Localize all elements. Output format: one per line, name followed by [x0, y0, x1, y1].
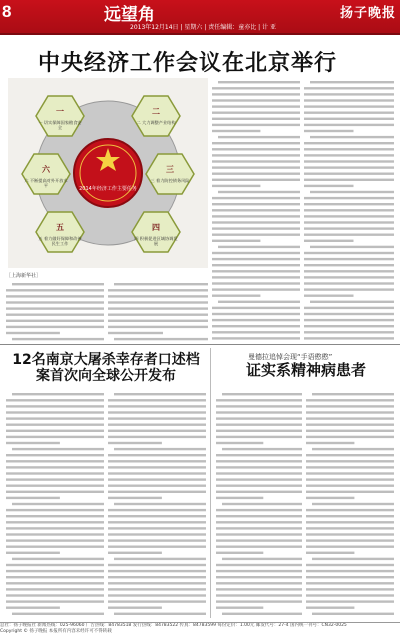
- dateline: 2013年12月14日 | 星期六 | 责任编辑：童亦比 | 计 亚: [130, 24, 276, 31]
- svg-text:一: 一: [56, 107, 64, 116]
- newspaper-logo: 扬子晚报: [339, 6, 396, 21]
- story2-body-1: [6, 392, 104, 618]
- hex-label-2: 二 大力调整产业结构: [136, 120, 176, 125]
- hex-label-4: 四 积极促进区域协调发展: [134, 236, 178, 246]
- column-rule: [210, 348, 211, 618]
- hex-label-5: 五 着力做好保障和改善民生工作: [38, 236, 82, 246]
- text-lines: [108, 282, 208, 342]
- section-title: 远望角: [104, 5, 155, 24]
- story2-headline: 12名南京大屠杀幸存者口述档案首次向全球公开发布: [12, 352, 200, 384]
- svg-text:五: 五: [56, 223, 64, 232]
- text-lines: [6, 282, 104, 342]
- lead-body-right-1: [212, 80, 300, 342]
- svg-text:六: 六: [42, 165, 50, 174]
- text-lines: [212, 80, 300, 342]
- footer: [0, 622, 400, 635]
- text-lines: [6, 392, 104, 618]
- lead-body-right-2: [304, 80, 394, 342]
- page-number: 8: [2, 2, 12, 21]
- lead-headline: 中央经济工作会议在北京举行: [38, 51, 338, 76]
- hex-label-6: 六 不断提高对外开放水平: [24, 178, 68, 188]
- text-lines: [216, 392, 302, 618]
- story3-headline: 证实系精神病患者: [245, 361, 366, 379]
- svg-text:四: 四: [152, 223, 160, 232]
- text-lines: [108, 392, 206, 618]
- hex-label-1: 一 切实保障国家粮食安全: [38, 120, 82, 130]
- text-lines: [304, 80, 394, 342]
- hex-label-3: 三 着力防控债务风险: [150, 178, 190, 183]
- story3-body-2: [306, 392, 394, 618]
- center-emblem: [74, 139, 142, 207]
- story3-body-1: [216, 392, 302, 618]
- section-divider: [0, 344, 400, 345]
- diagram-center-title: 2014年经济工作主要任务: [79, 186, 137, 192]
- text-lines: [306, 392, 394, 618]
- footer-line-2: Copyright © 扬子晚报 本报所有内容未经许可不得转载: [0, 629, 112, 634]
- lead-body-bottom-1: [6, 282, 104, 342]
- story2-body-2: [108, 392, 206, 618]
- svg-text:三: 三: [166, 165, 174, 174]
- lead-body-bottom-2: [108, 282, 208, 342]
- photo-caption: ［上海新华社］: [6, 273, 42, 279]
- header-rule: [0, 33, 400, 35]
- footer-line-1: 总社：扬子晚报社 新闻热线：025-96060 广告热线：84783518 发行热线：84783522 传真：84783599 每份定价：1.00元 邮发代号：27-4 国内统一刊号：CN32-0025: [0, 623, 347, 628]
- svg-text:二: 二: [152, 107, 160, 116]
- masthead-bar: [0, 0, 400, 34]
- story3-kicker: 曼德拉追悼会现“手语憨憨”: [248, 353, 333, 361]
